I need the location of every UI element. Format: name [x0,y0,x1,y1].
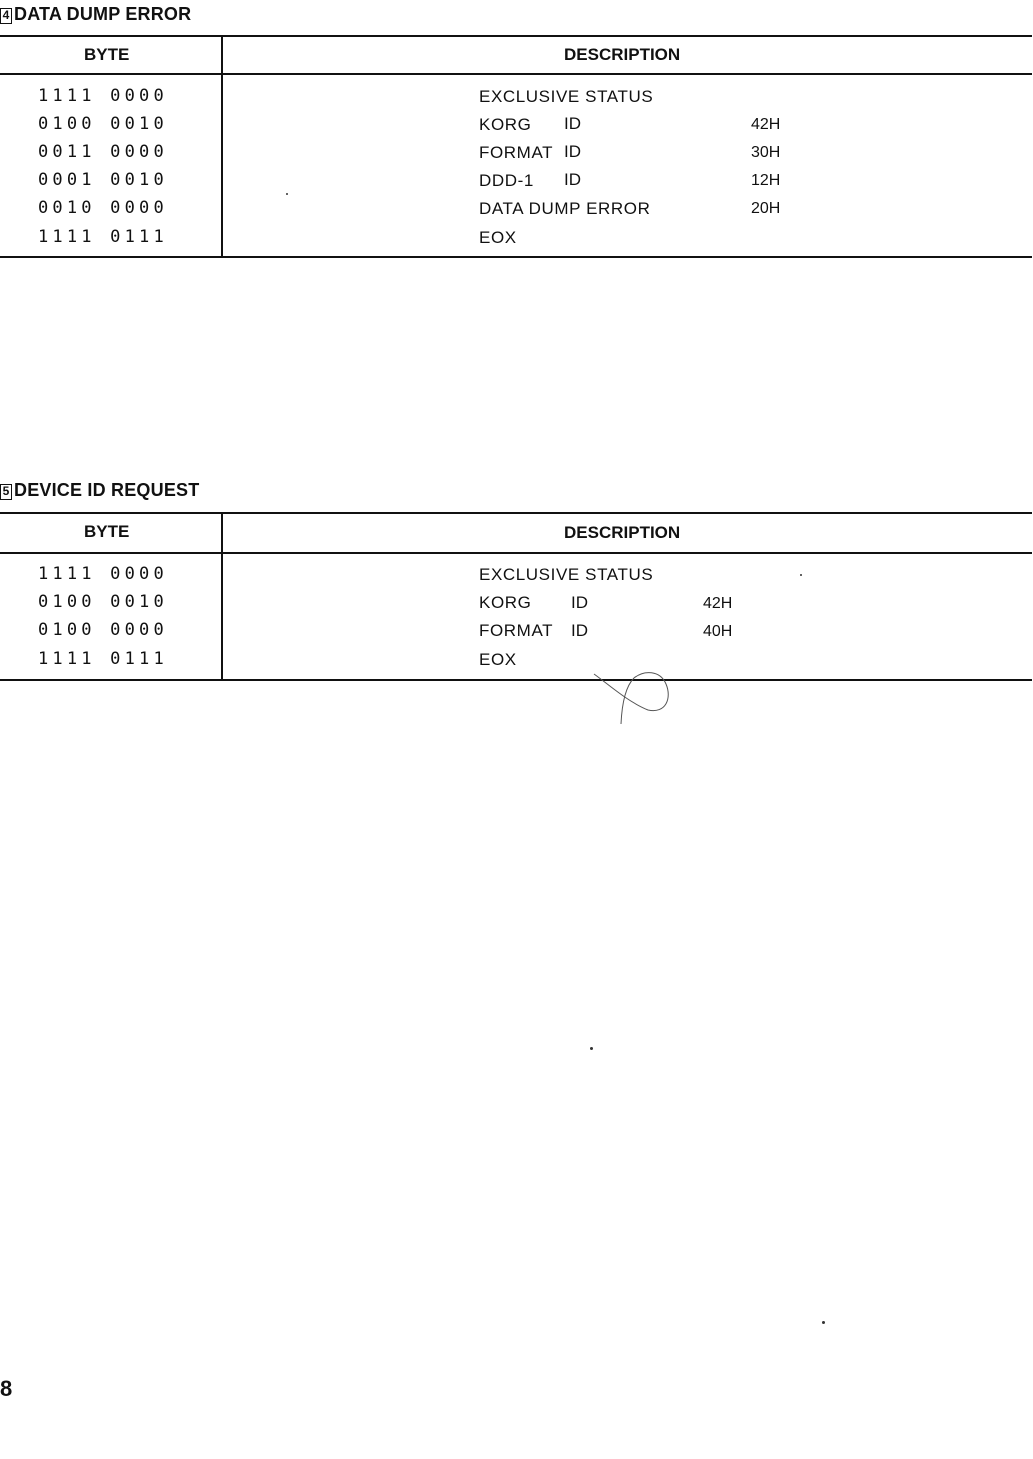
scan-speck [800,574,802,576]
section-title-data-dump-error [0,4,191,25]
table-row-byte: 1111 0111 [38,227,168,247]
section-title-text: DATA DUMP ERROR [14,4,192,24]
scan-speck [286,193,288,195]
column-header-byte: BYTE [84,522,130,541]
table-row-byte: 0100 0000 [38,620,168,640]
table-row-hex: 12H [751,172,781,189]
table-row-description: FORMAT [479,621,554,640]
section-title-text: DEVICE ID REQUEST [14,480,200,500]
table-row-description: DATA DUMP ERROR [479,199,651,218]
table-bottom-rule [0,679,1032,681]
table-row-description: KORG [479,115,532,134]
table-row-description: KORG [479,593,532,612]
table-bottom-rule [0,256,1032,258]
table-row-description: EOX [479,228,517,247]
table-column-divider [221,36,223,257]
table-row-hex: 42H [703,595,733,612]
table-top-rule [0,512,1032,514]
table-column-divider [221,513,223,680]
table-row-id: ID [571,593,588,612]
table-row-id: ID [564,142,581,161]
table-row-byte: 0011 0000 [38,142,168,162]
table-row-hex: 40H [703,623,733,640]
table-row-id: ID [564,170,581,189]
table-header-rule [0,73,1032,75]
column-header-description: DESCRIPTION [564,523,681,542]
table-row-id: ID [571,621,588,640]
section-title-device-id-request [0,480,199,501]
table-row-hex: 30H [751,144,781,161]
page-number: 8 [0,1376,13,1401]
table-top-rule [0,35,1032,37]
column-header-byte: BYTE [84,45,130,64]
table-row-byte: 1111 0000 [38,86,168,106]
table-row-description: EOX [479,650,517,669]
table-row-byte: 0010 0000 [38,198,168,218]
table-row-byte: 1111 0000 [38,564,168,584]
table-row-hex: 42H [751,116,781,133]
table-row-byte: 0100 0010 [38,592,168,612]
table-row-byte: 0001 0010 [38,170,168,190]
table-row-id: ID [564,114,581,133]
table-row-hex: 20H [751,200,781,217]
scan-speck [590,1047,593,1050]
table-row-description: EXCLUSIVE STATUS [479,565,654,584]
section-number-box: 4 [0,8,12,24]
table-row-description: EXCLUSIVE STATUS [479,87,654,106]
pen-scribble-mark [588,662,678,732]
table-row-description: DDD-1 [479,171,534,190]
table-header-rule [0,552,1032,554]
table-row-byte: 1111 0111 [38,649,168,669]
table-row-description: FORMAT [479,143,554,162]
column-header-description: DESCRIPTION [564,45,681,64]
section-number-box: 5 [0,484,12,500]
scan-speck [822,1321,825,1324]
table-row-byte: 0100 0010 [38,114,168,134]
